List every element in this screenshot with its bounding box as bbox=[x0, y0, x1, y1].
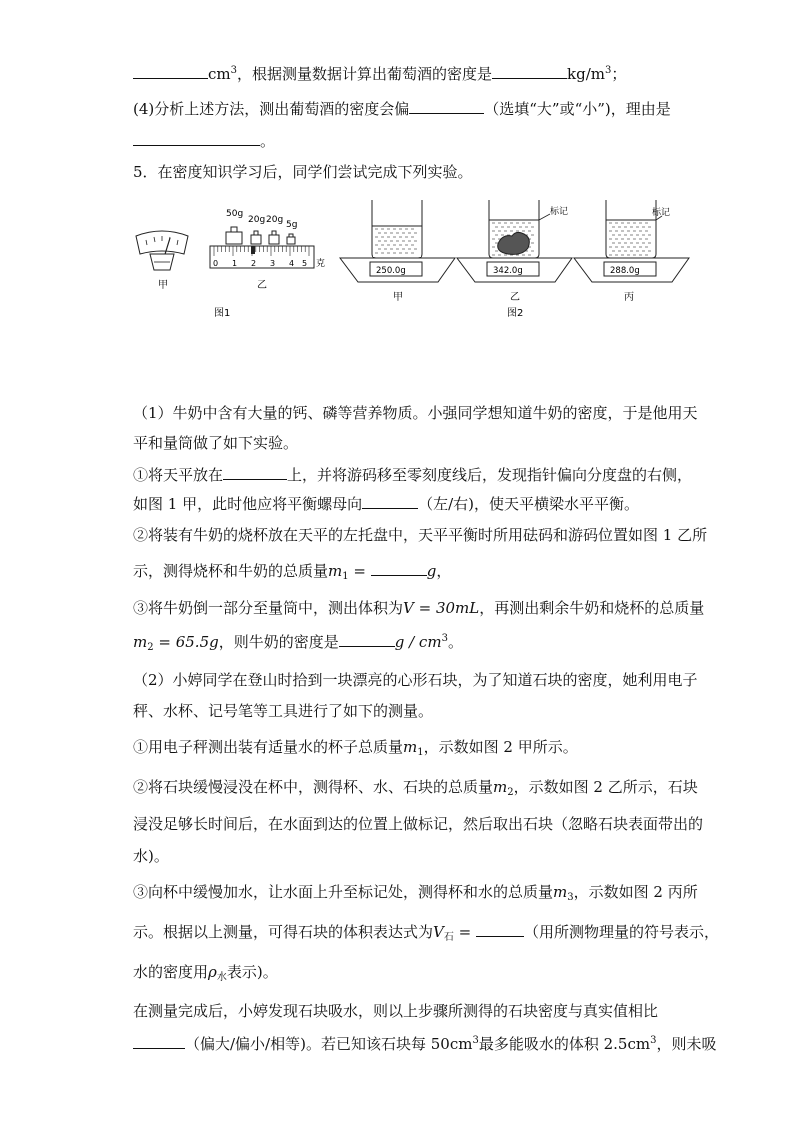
text: 在测量完成后，小婷发现石块吸水，则以上步骤所测得的石块密度与真实值相比 bbox=[133, 1002, 659, 1020]
step1-line-b bbox=[133, 494, 639, 514]
ruler-tick-label-5: 5 bbox=[302, 259, 308, 268]
figures bbox=[130, 196, 720, 328]
answer-blank[interactable] bbox=[362, 494, 418, 509]
final-line-b bbox=[133, 1034, 716, 1054]
text: = bbox=[453, 923, 476, 941]
text: 示，测得烧杯和牛奶的总质量 bbox=[133, 562, 329, 580]
text: ， bbox=[436, 562, 452, 580]
text: g bbox=[426, 562, 437, 580]
answer-blank[interactable] bbox=[133, 1034, 185, 1049]
scale-reading-yi: 342.0g bbox=[493, 266, 523, 276]
weights-icon bbox=[226, 227, 295, 244]
text: （选填“大”或“小”)，理由是 bbox=[484, 100, 671, 118]
sup: 3 bbox=[650, 1035, 657, 1046]
text: 示。根据以上测量，可得石块的体积表达式为 bbox=[133, 923, 434, 941]
part2-line-a bbox=[133, 670, 698, 690]
water-hatch bbox=[609, 223, 651, 255]
mark-label-yi: 标记 bbox=[550, 207, 569, 217]
text: ，示数如图 2 丙所 bbox=[573, 883, 698, 901]
step3-line-b bbox=[133, 632, 463, 652]
line-1 bbox=[133, 64, 626, 84]
var: m bbox=[553, 883, 568, 901]
ruler-tick-label-2: 2 bbox=[251, 259, 257, 268]
sup: 3 bbox=[604, 65, 612, 76]
text: ； bbox=[611, 65, 627, 83]
text: 。 bbox=[260, 132, 276, 150]
answer-blank[interactable] bbox=[133, 64, 208, 79]
step2-line-a bbox=[133, 525, 707, 545]
var: m bbox=[328, 562, 343, 580]
text: ③向杯中缓慢加水，让水面上升至标记处，测得杯和水的总质量 bbox=[133, 883, 554, 901]
weight-label-20g-a: 20g bbox=[248, 215, 266, 225]
text: （1）牛奶中含有大量的钙、磷等营养物质。小强同学想知道牛奶的密度，于是他用天 bbox=[133, 404, 698, 422]
rider-ruler bbox=[210, 246, 314, 268]
ruler-unit: 克 bbox=[316, 259, 326, 269]
fig1-label-yi: 乙 bbox=[257, 280, 267, 291]
t-step3-c bbox=[133, 962, 278, 982]
answer-blank[interactable] bbox=[223, 465, 287, 480]
text: 5．在密度知识学习后，同学们尝试完成下列实验。 bbox=[133, 163, 473, 181]
text: 水的密度用 bbox=[133, 963, 209, 981]
fig2-caption: 图2 bbox=[507, 308, 524, 319]
part2-line-b bbox=[133, 701, 433, 721]
text: （左/右)，使天平横梁水平平衡。 bbox=[418, 495, 640, 513]
text: 平和量筒做了如下实验。 bbox=[133, 434, 299, 452]
sub: 2 bbox=[147, 642, 154, 653]
text: （偏大/偏小/相等)。若已知该石块每 50cm bbox=[185, 1035, 473, 1053]
text: g / cm bbox=[394, 633, 442, 651]
sub: 石 bbox=[443, 932, 454, 943]
scale-label-jia: 甲 bbox=[393, 292, 403, 303]
text: 最多能吸水的体积 2.5cm bbox=[478, 1035, 651, 1053]
text: ，根据测量数据计算出葡萄酒的密度是 bbox=[237, 65, 493, 83]
weight-label-20g-b: 20g bbox=[266, 215, 284, 225]
text: cm bbox=[208, 65, 231, 83]
step1-line-a bbox=[133, 465, 692, 485]
var: m bbox=[133, 633, 148, 651]
sub: 水 bbox=[216, 972, 227, 983]
ruler-tick-label-0: 0 bbox=[213, 259, 219, 268]
text: 如图 1 甲，此时他应将平衡螺母向 bbox=[133, 495, 363, 513]
var: ρ bbox=[208, 963, 217, 981]
final-line-a bbox=[133, 1001, 658, 1021]
step2-line-b bbox=[133, 561, 451, 581]
weight-label-50g: 50g bbox=[226, 209, 244, 219]
question-5 bbox=[133, 162, 473, 182]
text: ，再测出剩余牛奶和烧杯的总质量 bbox=[479, 599, 705, 617]
text: 秤、水杯、记号笔等工具进行了如下的测量。 bbox=[133, 702, 434, 720]
ruler-tick-label-4: 4 bbox=[289, 259, 295, 268]
text: = bbox=[348, 562, 371, 580]
sub: 1 bbox=[342, 571, 349, 582]
answer-blank[interactable] bbox=[339, 632, 395, 647]
sub: 3 bbox=[567, 892, 574, 903]
text: ，则未吸 bbox=[656, 1035, 717, 1053]
rider-marker bbox=[251, 246, 255, 254]
mark-label-bing: 标记 bbox=[652, 208, 671, 218]
ruler-tick-label-3: 3 bbox=[270, 259, 276, 268]
step3-line-a bbox=[133, 598, 704, 618]
scale-reading-jia: 250.0g bbox=[376, 266, 406, 276]
text: 浸没足够长时间后，在水面到达的位置上做标记，然后取出石块（忽略石块表面带出的 bbox=[133, 815, 704, 833]
text: kg/m bbox=[567, 65, 605, 83]
ruler-tick-label-1: 1 bbox=[232, 259, 238, 268]
text: ，示数如图 2 甲所示。 bbox=[423, 738, 578, 756]
t-step3-b bbox=[133, 922, 719, 942]
balance-dial-icon bbox=[136, 231, 188, 270]
stone-icon bbox=[498, 232, 530, 254]
scale-label-yi: 乙 bbox=[510, 292, 520, 303]
scale-reading-bing: 288.0g bbox=[610, 266, 640, 276]
text: 水)。 bbox=[133, 847, 169, 865]
sub: 2 bbox=[507, 787, 514, 798]
answer-blank[interactable] bbox=[133, 131, 260, 146]
text: ①将天平放在 bbox=[133, 466, 224, 484]
text: （2）小婷同学在登山时拾到一块漂亮的心形石块，为了知道石块的密度，她利用电子 bbox=[133, 671, 698, 689]
answer-blank[interactable] bbox=[492, 64, 567, 79]
scale-label-bing: 丙 bbox=[624, 292, 634, 303]
text: 。 bbox=[447, 633, 463, 651]
line-3 bbox=[133, 131, 275, 151]
t-step2-c bbox=[133, 846, 169, 866]
math: V = 30mL bbox=[403, 599, 480, 617]
text: ②将装有牛奶的烧杯放在天平的左托盘中，天平平衡时所用砝码和游码位置如图 1 乙所 bbox=[133, 526, 708, 544]
part1-line-a bbox=[133, 403, 698, 423]
t-step1 bbox=[133, 737, 578, 757]
text: 表示)。 bbox=[226, 963, 278, 981]
text: (4)分析上述方法，测出葡萄酒的密度会偏 bbox=[133, 100, 410, 118]
answer-blank[interactable] bbox=[409, 99, 484, 114]
fig1-caption: 图1 bbox=[214, 308, 231, 319]
var: V bbox=[433, 923, 444, 941]
var: m bbox=[493, 778, 508, 796]
weight-label-5g: 5g bbox=[286, 220, 298, 230]
answer-blank[interactable] bbox=[371, 561, 427, 576]
sup: 3 bbox=[472, 1035, 479, 1046]
text: 上，并将游码移至零刻度线后，发现指针偏向分度盘的右侧， bbox=[287, 466, 693, 484]
var: m bbox=[403, 738, 418, 756]
math: = 65.5g bbox=[153, 633, 219, 651]
text: ①用电子秤测出装有适量水的杯子总质量 bbox=[133, 738, 404, 756]
part1-line-b bbox=[133, 433, 298, 453]
sub: 1 bbox=[417, 747, 424, 758]
text: ，则牛奶的密度是 bbox=[218, 633, 339, 651]
fig1-label-jia: 甲 bbox=[158, 280, 168, 291]
sup: 3 bbox=[441, 633, 448, 644]
text: ②将石块缓慢浸没在杯中，测得杯、水、石块的总质量 bbox=[133, 778, 494, 796]
text: （用所测物理量的符号表示， bbox=[523, 923, 719, 941]
t-step2-a bbox=[133, 777, 698, 797]
answer-blank[interactable] bbox=[476, 922, 524, 937]
line-2 bbox=[133, 99, 671, 119]
text: ，示数如图 2 乙所示，石块 bbox=[513, 778, 698, 796]
t-step3-a bbox=[133, 882, 698, 902]
text: ③将牛奶倒一部分至量筒中，测出体积为 bbox=[133, 599, 404, 617]
t-step2-b bbox=[133, 814, 703, 834]
sup: 3 bbox=[230, 65, 237, 76]
